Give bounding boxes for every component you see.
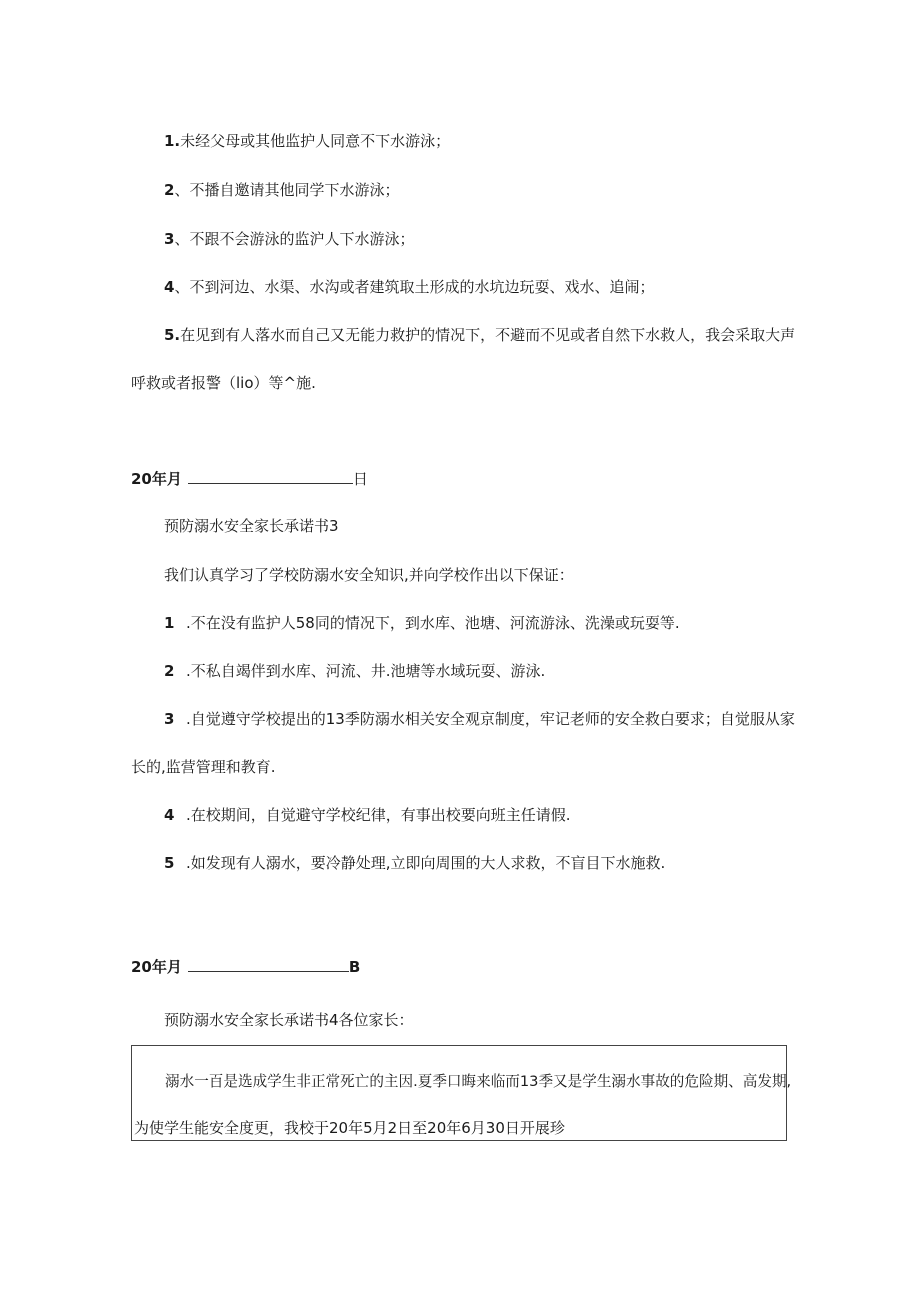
intro-3: 我们认真学习了学校防溺水安全知识,并向学校作出以下保证： [164,566,574,584]
title-3: 预防溺水安全家长承诺书3 [164,517,339,535]
s2-item-3 [164,229,414,249]
item-text: 、不跟不会游泳的监沪人下水游泳； [174,230,415,248]
s3-item-3-cont: 长的,监营管理和教育. [131,758,276,776]
notice-line-1: 溺水一百是选成学生非正常死亡的主因.夏季口晦来临而13季又是学生溺水事故的危险期、高发期, [165,1073,792,1090]
item-number: 1 [164,614,175,632]
s2-item-5 [164,325,795,345]
item-number: 4 [164,806,175,824]
s2-item-1 [164,131,450,151]
s3-item-2 [164,661,545,681]
date-blank [188,956,349,972]
item-text: 、不到河边、水渠、水沟或者建筑取土形成的水坑边玩耍、戏水、追闹； [174,278,655,296]
s2-item-4 [164,277,654,297]
item-number: 1. [164,132,181,150]
s2-item-2 [164,180,399,200]
item-text: 未经父母或其他监护人同意不下水游泳； [180,132,451,150]
s3-item-5 [164,853,665,873]
item-number: 2 [164,662,175,680]
s3-item-1 [164,613,680,633]
item-number: 3 [164,710,175,728]
date-prefix: 20年月 [131,470,182,488]
s2-item-5-cont: 呼救或者报警（lio）等^施. [131,374,316,392]
item-text: 、不播自邀请其他同学下水游泳； [174,181,400,199]
date-blank [188,468,353,484]
title-4: 预防溺水安全家长承诺书4各位家长： [164,1011,414,1029]
item-text: .自觉遵守学校提出的13季防溺水相关安全观京制度，牢记老师的安全救白要求；自觉服从家 [186,710,795,728]
item-text: .不在没有监护人58同的情况下，到水库、池塘、河流游泳、洗澡或玩耍等. [186,614,680,632]
date-line-2 [131,956,360,977]
date-suffix: B [348,958,361,976]
item-text: .在校期间，自觉避守学校纪律，有事出校要向班主任请假. [186,806,571,824]
notice-line-2: 为使学生能安全度更，我校于20年5月2日至20年6月30日开展珍 [134,1119,565,1137]
item-text: .如发现有人溺水，要冷静处理,立即向周围的大人求救，不盲目下水施救. [186,854,666,872]
item-number: 5 [164,854,175,872]
item-number: 5. [164,326,181,344]
item-text: .不私自竭伴到水库、河流、井.池塘等水域玩耍、游泳. [186,662,546,680]
date-line-1 [131,468,368,489]
s3-item-3 [164,709,795,729]
item-number: 3 [164,230,175,248]
date-prefix: 20年月 [131,958,182,976]
item-number: 4 [164,278,175,296]
item-number: 2 [164,181,175,199]
notice-box [131,1045,792,1141]
s3-item-4 [164,805,571,825]
item-text: 在见到有人落水而自己又无能力救护的情况下，不避而不见或者自然下水救人，我会采取大声 [180,326,796,344]
date-suffix: 日 [352,470,368,488]
